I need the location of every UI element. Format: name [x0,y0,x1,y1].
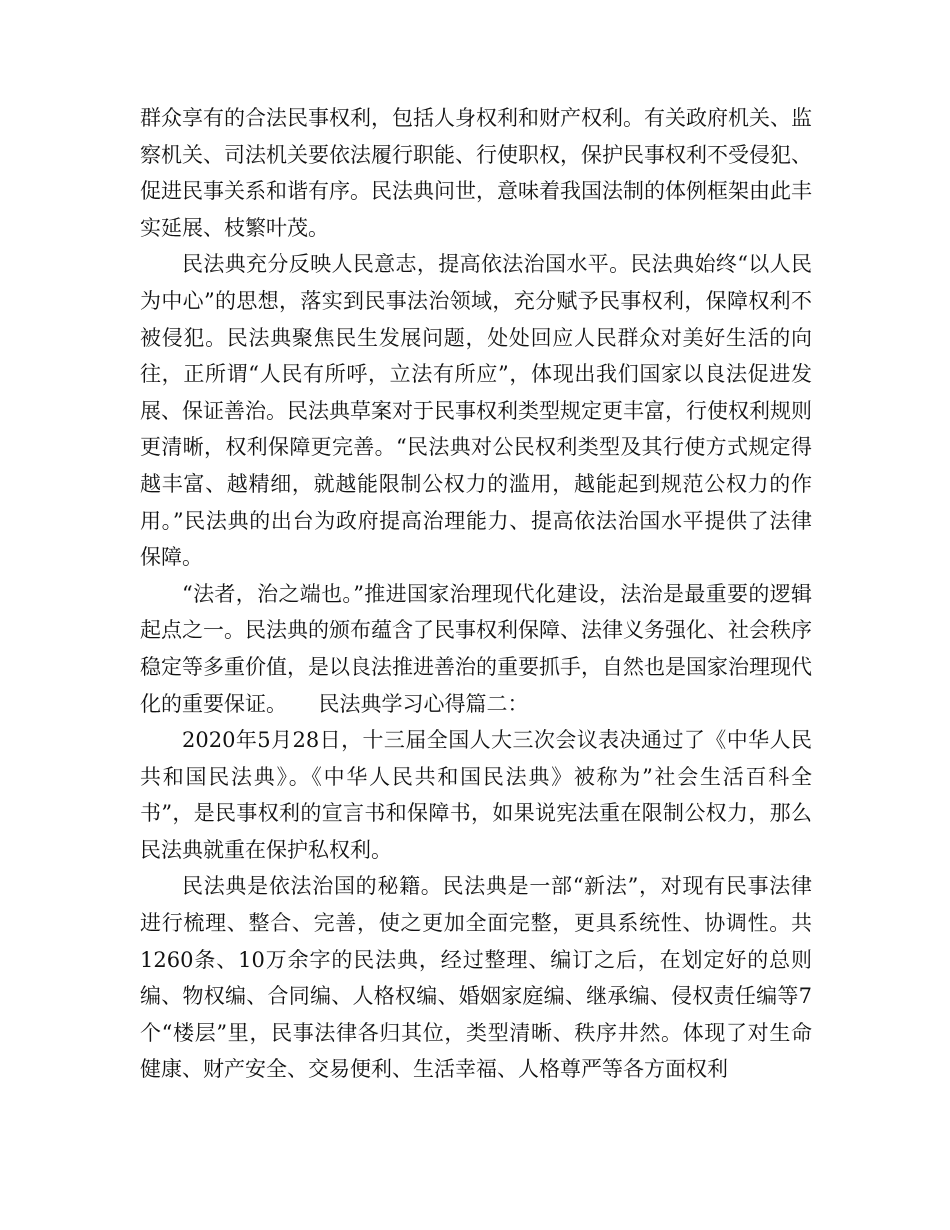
paragraph-people-will: 民法典充分反映人民意志，提高依法治国水平。民法典始终“以人民为中心”的思想，落实到民事法治领域，充分赋予民事权利，保障权利不被侵犯。民法典聚焦民生发展问题，处处回应人民群众对美好生活的向往，正所谓“人民有所呼，立法有所应”，体现出我们国家以良法促进发展、保证善治。民法典草案对于民事权利类型规定更丰富，行使权利规则更清晰，权利保障更完善。“民法典对公民权利类型及其行使方式规定得越丰富、越精细，就越能限制公权力的滥用，越能起到规范公权力的作用。”民法典的出台为政府提高治理能力、提高依法治国水平提供了法律保障。 [140,252,812,570]
paragraph-rule-of-law: “法者，治之端也。”推进国家治理现代化建设，法治是最重要的逻辑起点之一。民法典的颁布蕴含了民事权利保障、法律义务强化、社会秩序稳定等多重价值，是以良法推进善治的重要抓手，自然也是国家治理现代化的重要保证。 民法典学习心得篇二： [140,581,812,716]
document-page [140,100,812,1088]
paragraph-civil-code-adopted: 2020年5月28日，十三届全国人大三次会议表决通过了《中华人民共和国民法典》。《中华人民共和国民法典》被称为”社会生活百科全书”，是民事权利的宣言书和保障书，如果说宪法重在限制公权力，那么民法典就重在保护私权利。 [140,728,812,862]
paragraph-civil-code-secret: 民法典是依法治国的秘籍。民法典是一部“新法”，对现有民事法律进行梳理、整合、完善，使之更加全面完整，更具系统性、协调性。共1260条、10万余字的民法典，经过整理、编订之后，在划定好的总则编、物权编、合同编、人格权编、婚姻家庭编、继承编、侵权责任编等7个“楼层”里，民事法律各归其位，类型清晰、秩序井然。体现了对生命健康、财产安全、交易便利、生活幸福、人格尊严等各方面权利 [140,874,812,1082]
paragraph-continuation: 群众享有的合法民事权利，包括人身权利和财产权利。有关政府机关、监察机关、司法机关要依法履行职能、行使职权，保护民事权利不受侵犯、促进民事关系和谐有序。民法典问世，意味着我国法制的体例框架由此丰实延展、枝繁叶茂。 [140,106,812,240]
